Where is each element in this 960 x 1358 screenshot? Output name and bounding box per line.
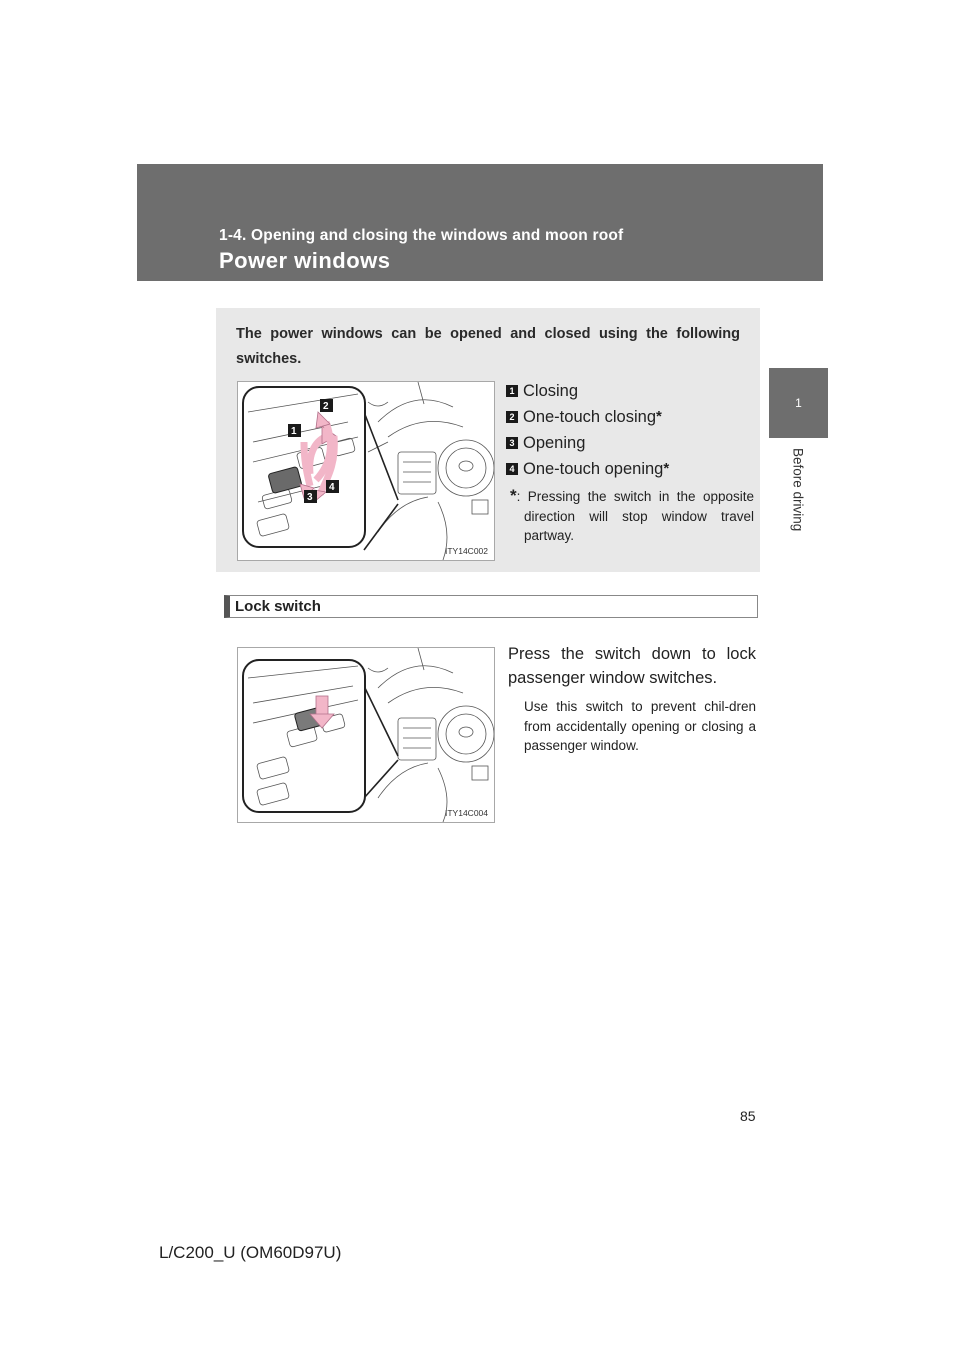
legend-item: [506, 378, 744, 404]
lock-switch-heading-text: Lock switch: [235, 598, 321, 615]
number-badge: 4: [506, 463, 518, 475]
section-title: 1-4. Opening and closing the windows and moon roof: [219, 227, 624, 244]
svg-text:3: 3: [307, 492, 313, 503]
operation-legend: [506, 378, 744, 482]
number-badge: 2: [506, 411, 518, 423]
footnote: [510, 486, 754, 546]
svg-text:4: 4: [329, 482, 335, 493]
lock-switch-heading: [224, 595, 758, 618]
svg-text:2: 2: [323, 401, 329, 412]
legend-item: [506, 430, 744, 456]
chapter-tab[interactable]: [769, 368, 828, 438]
chapter-label: [755, 448, 841, 588]
legend-item: 2 One-touch closing *: [506, 404, 744, 430]
window-switch-drawing: [238, 382, 494, 560]
lock-switch-illustration: [237, 647, 495, 823]
chapter-label-text: Before driving: [790, 448, 806, 532]
legend-label: Closing: [523, 381, 579, 400]
figure-code: ITY14C002: [445, 546, 488, 556]
page-title: Power windows: [219, 248, 391, 273]
page-number: 85: [740, 1108, 756, 1124]
intro-text: The power windows can be opened and closed using the following switches.: [236, 326, 740, 367]
legend-label: One-touch opening: [523, 459, 664, 478]
lock-switch-instruction: Press the switch down to lock passenger window switches.: [508, 645, 756, 687]
lock-switch-drawing: [238, 648, 494, 822]
footnote-mark: *: [510, 486, 517, 505]
svg-text:1: 1: [291, 426, 297, 437]
number-badge: 3: [506, 437, 518, 449]
legend-label: One-touch closing: [523, 407, 656, 426]
manual-code: L/C200_U (OM60D97U): [159, 1243, 342, 1262]
intro-panel: [216, 308, 760, 572]
legend-label: Opening: [523, 433, 586, 452]
lock-switch-note: Use this switch to prevent chil-dren from accidentally opening or closing a passenger window.: [524, 699, 756, 753]
window-switch-illustration: [237, 381, 495, 561]
chapter-number: 1: [795, 396, 802, 410]
legend-item: 4 One-touch opening *: [506, 456, 744, 482]
figure-code: ITY14C004: [445, 808, 488, 818]
chapter-header: [137, 164, 823, 281]
number-badge: 1: [506, 385, 518, 397]
footnote-text: : Pressing the switch in the opposite direction will stop window travel partway.: [516, 489, 754, 543]
